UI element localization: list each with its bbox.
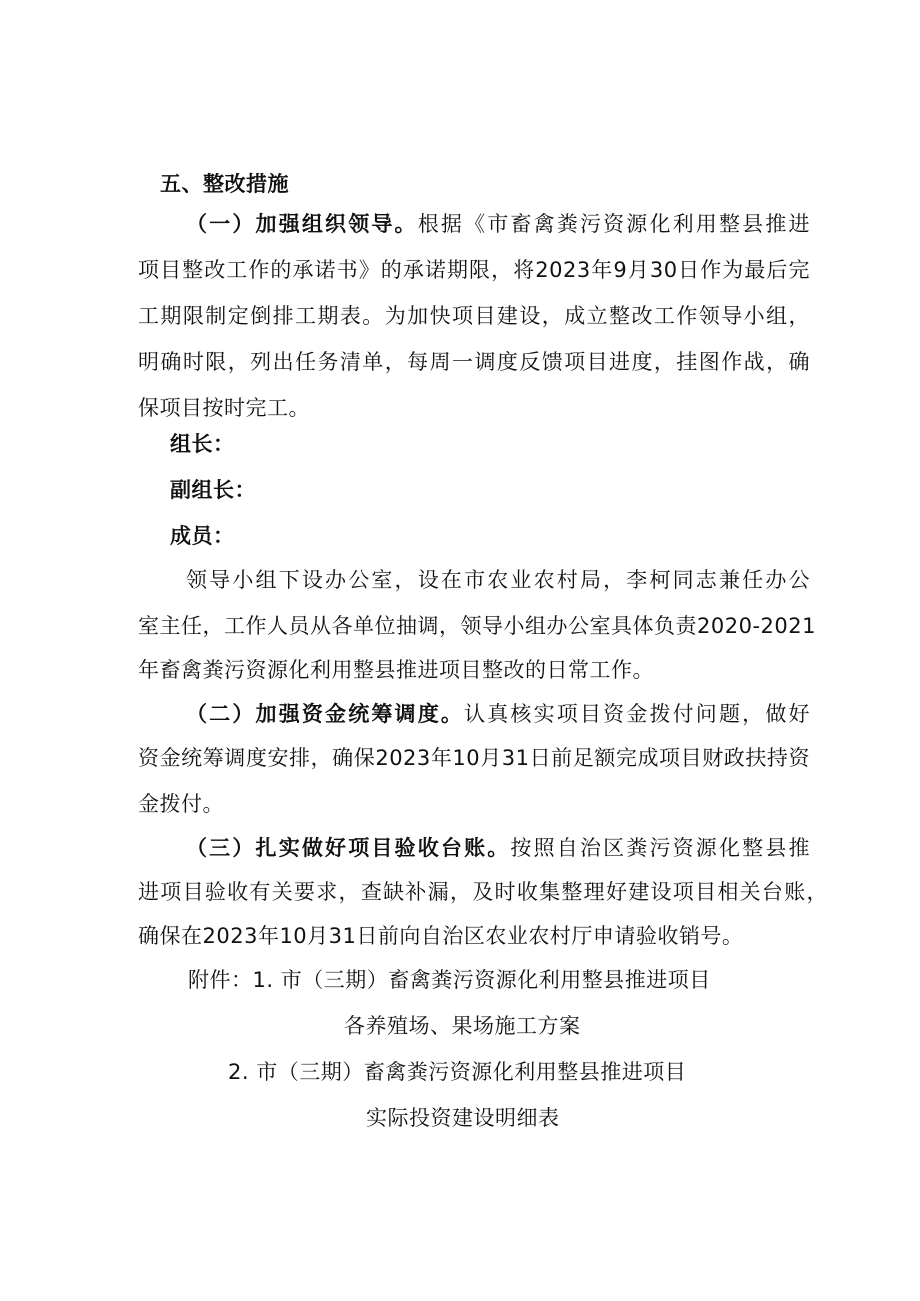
paragraph-2-text: 认真核实项目资金拨付问题，做好 (464, 702, 810, 726)
attachment-1-line-2: 各养殖场、果场施工方案 (344, 1014, 581, 1038)
vice-leader-label: 副组长： (170, 478, 256, 502)
paragraph-3-line-2: 进项目验收有关要求，查缺补漏，及时收集整理好建设项目相关台账， (138, 880, 828, 904)
paragraph-3-line-1 (186, 834, 810, 862)
section-heading: 五、整改措施 (160, 172, 289, 196)
paragraph-1-line-4: 明确时限，列出任务清单，每周一调度反馈项目进度，挂图作战，确 (138, 350, 810, 374)
paragraph-1-line-1 (186, 210, 810, 238)
paragraph-1-line-2: 项目整改工作的承诺书》的承诺期限，将2023年9月30日作为最后完 (138, 258, 810, 282)
paragraph-1-text: 根据《市畜禽粪污资源化利用整县推进 (417, 212, 811, 236)
paragraph-3-heading: （三）扎实做好项目验收台账。 (186, 836, 511, 860)
office-line-2: 室主任，工作人员从各单位抽调，领导小组办公室具体负责2020-2021 (138, 614, 816, 638)
paragraph-1-line-3: 工期限制定倒排工期表。为加快项目建设，成立整改工作领导小组， (138, 304, 810, 328)
paragraph-1-line-5: 保项目按时完工。 (138, 396, 310, 420)
office-line-1: 领导小组下设办公室，设在市农业农村局，李柯同志兼任办公 (186, 568, 810, 592)
office-line-3: 年畜禽粪污资源化利用整县推进项目整改的日常工作。 (138, 658, 654, 682)
paragraph-2-heading: （二）加强资金统筹调度。 (186, 702, 465, 726)
leader-label: 组长： (170, 432, 235, 456)
attachment-2-line-1: 2. 市（三期）畜禽粪污资源化利用整县推进项目 (228, 1060, 687, 1084)
attachment-2-line-2: 实际投资建设明细表 (366, 1106, 560, 1130)
attachment-1-line-1: 附件：1. 市（三期）畜禽粪污资源化利用整县推进项目 (188, 968, 711, 992)
paragraph-3-line-3: 确保在2023年10月31日前向自治区农业农村厅申请验收销号。 (138, 924, 744, 948)
member-label: 成员： (170, 524, 235, 548)
paragraph-2-line-1 (186, 700, 810, 728)
paragraph-1-heading: （一）加强组织领导。 (186, 212, 418, 236)
paragraph-2-line-3: 金拨付。 (138, 792, 224, 816)
paragraph-3-text: 按照自治区粪污资源化整县推 (510, 836, 810, 860)
paragraph-2-line-2: 资金统筹调度安排，确保2023年10月31日前足额完成项目财政扶持资 (138, 746, 810, 770)
